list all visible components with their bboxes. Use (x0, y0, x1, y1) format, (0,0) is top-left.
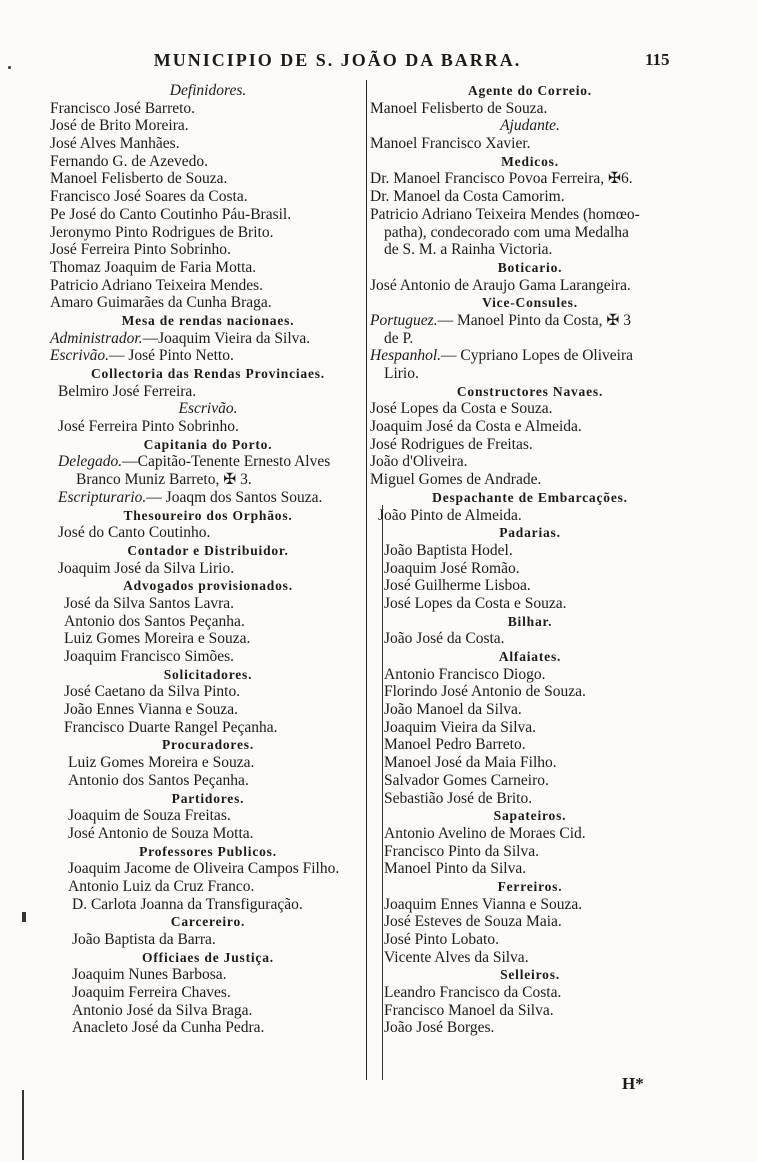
list-item: Patricio Adriano Teixeira Mendes (homœo- (370, 205, 640, 223)
list-item: Leandro Francisco da Costa. (384, 984, 562, 1002)
list-item: Joaquim Vieira da Silva. (384, 718, 537, 736)
section-heading-carcereiro: Carcereiro. (170, 914, 246, 930)
list-item: Manoel José da Maia Filho. (384, 754, 557, 772)
list-item: Joaquim Nunes Barbosa. (72, 966, 227, 984)
margin-mark (22, 912, 26, 922)
list-item: João José Borges. (384, 1019, 495, 1037)
section-heading-professores: Professores Publicos. (139, 843, 277, 859)
list-item: José Alves Manhães. (50, 135, 180, 153)
signature-mark: H* (622, 1074, 644, 1093)
list-item: João José da Costa. (384, 630, 505, 648)
page-number: 115 (645, 50, 670, 69)
section-heading-sapateiros: Sapateiros. (493, 808, 567, 824)
list-item: José Lopes da Costa e Souza. (384, 594, 567, 612)
section-heading-advogados: Advogados provisionados. (123, 578, 293, 594)
section-heading-thesoureiro: Thesoureiro dos Orphãos. (123, 507, 293, 523)
list-item: José da Silva Santos Lavra. (64, 594, 235, 612)
list-item: José Ferreira Pinto Sobrinho. (50, 241, 231, 259)
list-item: Salvador Gomes Carneiro. (384, 771, 549, 789)
section-heading-padarias: Padarias. (499, 525, 561, 541)
list-item: José Antonio de Araujo Gama Larangeira. (370, 276, 631, 294)
list-item: Joaquim Ferreira Chaves. (72, 984, 231, 1002)
list-item: Joaquim Ennes Vianna e Souza. (384, 895, 583, 913)
list-item: Francisco Manoel da Silva. (384, 1001, 554, 1019)
list-item: José Guilherme Lisboa. (384, 577, 531, 595)
vice-hesp-name: — Cypriano Lopes de Oliveira (441, 347, 634, 365)
vice-hesp-label: Hespanhol. (370, 347, 442, 365)
mesa-admin-label: Administrador. (50, 329, 143, 347)
list-item: João Pinto de Almeida. (378, 506, 522, 524)
list-item: Joaquim José da Silva Lirio. (58, 559, 235, 577)
right-column (370, 82, 690, 1037)
section-heading-ajudante: Ajudante. (500, 117, 560, 135)
list-item: Jeronymo Pinto Rodrigues de Brito. (50, 223, 274, 241)
list-item: Fernando G. de Azevedo. (50, 152, 208, 170)
list-item: Antonio Avelino de Moraes Cid. (384, 824, 586, 842)
list-item: Antonio Francisco Diogo. (384, 665, 546, 683)
list-item: Belmiro José Ferreira. (58, 382, 197, 400)
left-column (50, 82, 366, 1037)
section-heading-vice-consules: Vice-Consules. (482, 295, 578, 311)
section-heading-partidores: Partidores. (171, 790, 245, 806)
section-heading-agente: Agente do Correio. (467, 83, 592, 98)
mesa-escrivao-name: — José Pinto Netto. (108, 347, 234, 365)
list-item: João d'Oliveira. (370, 453, 468, 471)
list-item: José Rodrigues de Freitas. (370, 435, 533, 453)
section-heading-alfaiates: Alfaiates. (498, 649, 562, 664)
capitania-escrip-label: Escripturario. (58, 488, 147, 506)
mesa-admin-name: —Joaquim Vieira da Silva. (142, 329, 311, 347)
list-item: Miguel Gomes de Andrade. (370, 471, 542, 489)
section-heading-medicos: Medicos. (501, 153, 559, 169)
list-item: José Caetano da Silva Pinto. (64, 683, 241, 701)
list-item: José Ferreira Pinto Sobrinho. (58, 418, 239, 436)
list-item: de P. (384, 329, 414, 347)
list-item: Patricio Adriano Teixeira Mendes. (50, 276, 263, 294)
list-item: Luiz Gomes Moreira e Souza. (64, 630, 251, 648)
mesa-escrivao-label: Escrivão. (50, 347, 109, 365)
vice-consul-portuguez (370, 312, 690, 330)
capitania-escripturario (50, 489, 366, 507)
section-heading-definidores: Definidores. (169, 82, 247, 99)
list-item: Thomaz Joaquim de Faria Motta. (50, 258, 257, 276)
list-item: Anacleto José da Cunha Pedra. (72, 1019, 265, 1037)
list-item: D. Carlota Joanna da Transfiguração. (72, 895, 303, 913)
list-item: Antonio dos Santos Peçanha. (68, 771, 249, 789)
margin-mark (22, 1090, 24, 1160)
vice-port-name: — Manoel Pinto da Costa, ✠ 3 (437, 311, 631, 329)
list-item: Amaro Guimarães da Cunha Braga. (50, 294, 272, 312)
section-heading-mesa: Mesa de rendas nacionaes. (121, 312, 295, 328)
list-item: Sebastião José de Brito. (384, 789, 533, 807)
capitania-delegado-label: Delegado. (58, 453, 123, 471)
list-item: João Baptista Hodel. (384, 541, 513, 559)
list-item: José Esteves de Souza Maia. (384, 913, 562, 931)
section-heading-procuradores: Procuradores. (161, 737, 254, 753)
list-item: Antonio dos Santos Peçanha. (64, 612, 245, 630)
section-heading-officiaes: Officiaes de Justiça. (142, 949, 274, 965)
list-item: José Antonio de Souza Motta. (68, 824, 254, 842)
list-item: Francisco Duarte Rangel Peçanha. (64, 718, 278, 736)
page-header-title: MUNICIPIO DE S. JOÃO DA BARRA. (153, 50, 522, 70)
list-item: Dr. Manoel Francisco Povoa Ferreira, ✠6. (370, 170, 633, 188)
section-heading-collectoria: Collectoria das Rendas Provinciaes. (91, 366, 325, 381)
section-heading-ferreiros: Ferreiros. (497, 878, 563, 894)
list-item: Joaquim José da Costa e Almeida. (370, 418, 582, 436)
list-item: Joaquim José Romão. (384, 559, 520, 577)
section-heading-solicitadores: Solicitadores. (163, 666, 253, 682)
list-item: de S. M. a Rainha Victoria. (384, 241, 553, 259)
list-item: Luiz Gomes Moreira e Souza. (68, 754, 255, 772)
list-item: Antonio Luiz da Cruz Franco. (68, 877, 255, 895)
list-item: José Lopes da Costa e Souza. (370, 400, 553, 418)
margin-mark (8, 66, 11, 69)
list-item: Branco Muniz Barreto, ✠ 3. (76, 471, 252, 489)
mesa-administrador (50, 330, 366, 348)
section-heading-capitania: Capitania do Porto. (143, 436, 273, 452)
list-item: João Baptista da Barra. (72, 931, 216, 948)
list-item: Joaquim Jacome de Oliveira Campos Filho. (68, 860, 340, 878)
list-item: Lirio. (384, 365, 419, 382)
vice-consul-hespanhol (370, 347, 690, 365)
capitania-delegado-name: —Capitão-Tenente Ernesto Alves (122, 453, 331, 471)
list-item: Vicente Alves da Silva. (384, 948, 529, 966)
list-item: José de Brito Moreira. (50, 117, 189, 135)
list-item: Manoel Pinto da Silva. (384, 860, 527, 878)
list-item: Joaquim Francisco Simões. (64, 648, 235, 665)
section-heading-contador: Contador e Distribuidor. (127, 542, 289, 558)
vice-port-label: Portuguez. (370, 311, 438, 329)
list-item: Manoel Pedro Barreto. (384, 736, 526, 754)
list-item: Manoel Felisberto de Souza. (370, 99, 548, 117)
list-item: Dr. Manoel da Costa Camorim. (370, 188, 565, 206)
capitania-delegado (50, 453, 366, 471)
list-item: João Ennes Vianna e Souza. (64, 701, 238, 719)
section-heading-despachante: Despachante de Embarcações. (432, 489, 628, 505)
capitania-escrip-name: — Joaqm dos Santos Souza. (146, 488, 323, 506)
list-item: Antonio José da Silva Braga. (72, 1001, 253, 1019)
list-item: Pe José do Canto Coutinho Páu-Brasil. (50, 205, 292, 223)
list-item: Florindo José Antonio de Souza. (384, 683, 586, 701)
list-item: Francisco José Soares da Costa. (50, 188, 248, 206)
list-item: Manoel Felisberto de Souza. (50, 170, 228, 188)
section-heading-escrivao: Escrivão. (178, 400, 238, 418)
section-heading-bilhar: Bilhar. (507, 613, 553, 629)
list-item: Manoel Francisco Xavier. (370, 135, 531, 153)
list-item: patha), condecorado com uma Medalha (384, 223, 629, 241)
list-item: João Manoel da Silva. (384, 701, 522, 719)
list-item: José do Canto Coutinho. (58, 524, 211, 542)
section-heading-constructores: Constructores Navaes. (456, 383, 604, 399)
section-heading-selleiros: Selleiros. (500, 967, 560, 983)
mesa-escrivao (50, 347, 366, 365)
section-heading-boticario: Boticario. (497, 259, 563, 275)
column-divider (366, 80, 367, 1080)
list-item: Francisco José Barreto. (50, 99, 196, 117)
list-item: Francisco Pinto da Silva. (384, 842, 539, 860)
list-item: José Pinto Lobato. (384, 931, 499, 948)
list-item: Joaquim de Souza Freitas. (68, 807, 231, 825)
